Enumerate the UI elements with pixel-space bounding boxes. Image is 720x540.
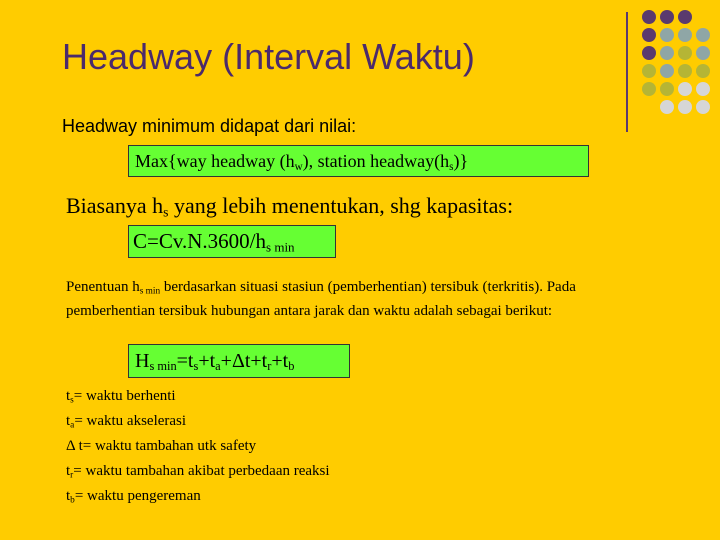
decorative-dot: [660, 10, 674, 24]
legend-item: [66, 409, 330, 434]
decorative-dot: [696, 64, 710, 78]
equation-part: H: [135, 350, 150, 372]
decorative-dot: [660, 82, 674, 96]
equation-subscript: s min: [149, 359, 177, 374]
decorative-dot-grid: [640, 10, 720, 120]
legend-text: = waktu berhenti: [73, 388, 176, 404]
legend-symbol: t: [66, 488, 71, 504]
paragraph-part: berdasarkan situasi stasiun (pemberhentian) tersibuk (terkritis). Pada pemberhentian tersibuk hubungan antara jarak dan waktu adalah sebagai berikut:: [66, 279, 576, 320]
legend-text: = waktu tambahan akibat perbedaan reaksi: [73, 463, 330, 479]
decorative-dot: [678, 100, 692, 114]
decorative-dot: [696, 82, 710, 96]
decorative-dot: [642, 64, 656, 78]
legend-item: [66, 434, 330, 459]
decorative-dot: [678, 28, 692, 42]
decorative-dot: [660, 64, 674, 78]
legend-symbol: t: [66, 463, 71, 479]
max-headway-formula-box: [128, 145, 589, 177]
statement-subscript: s: [163, 204, 169, 220]
statement-part: Biasanya h: [66, 193, 164, 218]
legend-item: [66, 484, 330, 509]
formula-part: ), station headway(h: [302, 151, 450, 171]
decorative-dot: [660, 100, 674, 114]
formula-subscript: s: [449, 160, 454, 173]
formula-part: )}: [453, 151, 469, 171]
legend-symbol: Δ t: [66, 438, 83, 454]
decorative-dot: [678, 10, 692, 24]
decorative-dot: [678, 64, 692, 78]
equation-part: +t: [271, 350, 289, 372]
equation-subscript: b: [288, 359, 295, 374]
formula-subscript: w: [294, 160, 303, 173]
legend-symbol: t: [66, 413, 71, 429]
decorative-dot: [642, 28, 656, 42]
equation-part: +t: [198, 350, 216, 372]
decorative-dot: [696, 100, 710, 114]
decorative-dot: [696, 28, 710, 42]
decorative-dot: [660, 46, 674, 60]
legend-symbol: t: [66, 388, 71, 404]
slide-title: Headway (Interval Waktu): [62, 36, 475, 77]
decorative-dot: [642, 46, 656, 60]
legend-item: [66, 384, 330, 409]
title-divider-line: [626, 12, 628, 132]
legend-text: = waktu tambahan utk safety: [82, 438, 257, 454]
legend-subscript: a: [70, 420, 75, 431]
decorative-dot: [696, 46, 710, 60]
decorative-dot: [678, 46, 692, 60]
legend-subscript: b: [70, 495, 75, 506]
formula-subscript: s min: [266, 239, 295, 255]
equation-subscript: s: [193, 359, 199, 374]
decorative-dot: [660, 28, 674, 42]
formula-part: Max{way headway (h: [135, 151, 295, 171]
equation-part: +Δt+t: [220, 350, 268, 372]
equation-subscript: a: [215, 359, 221, 374]
legend-subscript: r: [70, 470, 74, 481]
equation-part: =t: [176, 350, 194, 372]
statement-part: yang lebih menentukan, shg kapasitas:: [168, 193, 514, 218]
legend-text: = waktu pengereman: [74, 488, 201, 504]
decorative-dot: [642, 10, 656, 24]
capacity-formula-box: [128, 225, 336, 258]
headway-equation-box: [128, 344, 350, 378]
decorative-dot: [678, 82, 692, 96]
legend-text: = waktu akselerasi: [74, 413, 187, 429]
decorative-dot: [642, 82, 656, 96]
determination-paragraph: [66, 277, 666, 321]
formula-part: C=Cv.N.3600/h: [133, 229, 266, 253]
variable-legend: [66, 384, 330, 509]
equation-subscript: r: [267, 359, 272, 374]
intro-text: Headway minimum didapat dari nilai:: [62, 116, 357, 136]
legend-item: [66, 459, 330, 484]
paragraph-part: Penentuan h: [66, 279, 140, 295]
paragraph-subscript: s min: [139, 286, 161, 297]
legend-subscript: s: [70, 395, 74, 406]
capacity-statement: [66, 193, 513, 220]
